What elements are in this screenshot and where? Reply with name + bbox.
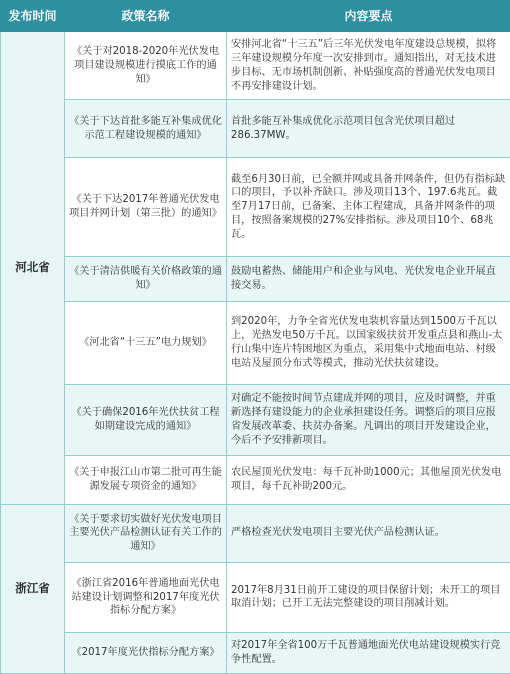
policy-content: 到2020年，力争全省光伏发电装机容量达到1500万千瓦以上，光热发电50万千瓦。以国家级扶贫开发重点县和燕山-太行山集中连片特困地区为重点，采用集中式地面电站、村级电站及屋顶分布式等模式，推动光伏扶贫建设。 <box>227 301 510 384</box>
policy-name: 《河北省“十三五”电力规划》 <box>65 301 227 384</box>
policy-content: 农民屋顶光伏发电：每千瓦补助1000元；其他屋顶光伏发电项目，每千瓦补助200元。 <box>227 455 510 504</box>
policy-content: 首批多能互补集成优化示范项目包含光伏项目超过286.37MW。 <box>227 100 510 158</box>
policy-content: 鼓励电蓄热、储能用户和企业与风电、光伏发电企业开展直接交易。 <box>227 256 510 301</box>
policy-content: 对确定不能按时间节点建成并网的项目，应及时调整，并重新选择有建设能力的企业承担建设任务。调整后的项目应报省发展改革委、扶贫办备案。凡调出的项目开发建设企业，今后不予安排新项目。 <box>227 385 510 456</box>
policy-name: 《关于下达首批多能互补集成优化示范工程建设规模的通知》 <box>65 100 227 158</box>
policy-name: 《关于要求切实做好光伏发电项目主要光伏产品检测认证有关工作的通知》 <box>65 504 227 562</box>
province-cell-zhejiang: 浙江省 <box>1 504 65 673</box>
province-cell-hebei: 河北省 <box>1 32 65 505</box>
policy-name: 《关于清洁供暖有关价格政策的通知》 <box>65 256 227 301</box>
policy-name: 《关于确保2016年光伏扶贫工程如期建设完成的通知》 <box>65 385 227 456</box>
policy-name: 《浙江省2016年普通地面光伏电站建设计划调整和2017年度光伏指标分配方案》 <box>65 562 227 633</box>
table-row <box>1 32 510 100</box>
table-row <box>1 455 510 504</box>
policy-content: 安排河北省“十三五”后三年光伏发电年度建设总规模，拟将三年建设规模分年度一次安排到市。通知指出，对无技术进步目标、无市场机制创新、补贴强度高的普通光伏发电项目不再安排建设计划。 <box>227 32 510 100</box>
table-row <box>1 256 510 301</box>
table-row <box>1 385 510 456</box>
table-row <box>1 100 510 158</box>
table-row <box>1 301 510 384</box>
policy-name: 《关于下达2017年普通光伏发电项目并网计划（第三批）的通知》 <box>65 158 227 256</box>
table-row <box>1 158 510 256</box>
table-row <box>1 504 510 562</box>
header-row <box>1 1 510 32</box>
policy-content: 对2017年全省100万千瓦普通地面光伏电站建设规模实行竞争性配置。 <box>227 633 510 674</box>
policy-name: 《关于对2018-2020年光伏发电项目建设规模进行摸底工作的通知》 <box>65 32 227 100</box>
policy-content: 截至6月30日前，已全额并网或具备并网条件，但仍有指标缺口的项目，予以补齐缺口。涉及项目13个、197.6兆瓦。截至7月17日前，已备案、主体工程建成，具备并网条件的项目，按照备案规模的27%安排指标。涉及项目10个、68兆瓦。 <box>227 158 510 256</box>
header-content-points: 内容要点 <box>227 1 510 32</box>
policy-content: 2017年8月31日前开工建设的项目保留计划；未开工的项目取消计划；已开工无法完整建设的项目削减计划。 <box>227 562 510 633</box>
table-row <box>1 562 510 633</box>
table-row <box>1 633 510 674</box>
header-policy-name: 政策名称 <box>65 1 227 32</box>
policy-name: 《关于申报江山市第二批可再生能源发展专项资金的通知》 <box>65 455 227 504</box>
policy-name: 《2017年度光伏指标分配方案》 <box>65 633 227 674</box>
header-publish-time: 发布时间 <box>1 1 65 32</box>
policy-content: 严格检查光伏发电项目主要光伏产品检测认证。 <box>227 504 510 562</box>
